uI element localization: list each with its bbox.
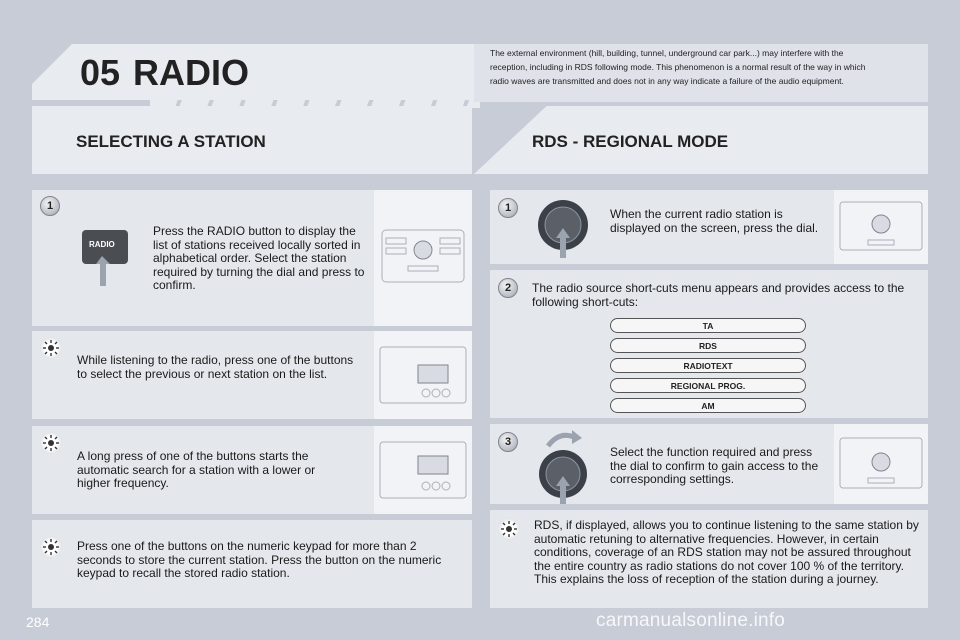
radio-unit-drawing bbox=[834, 190, 928, 264]
shortcut-regional-prog: REGIONAL PROG. bbox=[610, 378, 806, 393]
left-tip3-text: Press one of the buttons on the numeric keypad for more than 2 seconds to store the current station. Press the button on the numeric keypad to recall the stored radio station. bbox=[77, 539, 442, 580]
radio-unit-drawing bbox=[374, 190, 472, 326]
chapter-number: 05 bbox=[80, 52, 121, 93]
notice-text: The external environment (hill, building, tunnel, underground car park...) may interfere with the reception, including in RDS following mode. This phenomenon is a normal result of the way in which radio waves are transmitted and does not in any way indicate a failure of the audio equipment. bbox=[490, 48, 866, 86]
dashboard-image-4 bbox=[834, 190, 928, 264]
radio-unit-drawing bbox=[374, 331, 472, 419]
radio-button-icon bbox=[80, 226, 130, 293]
radio-unit-drawing bbox=[374, 426, 472, 514]
radio-unit-drawing bbox=[834, 424, 928, 504]
left-tip1-text: While listening to the radio, press one of the buttons to select the previous or next station on the list. bbox=[77, 353, 354, 381]
radio-button-label: RADIO bbox=[89, 240, 115, 249]
shortcut-radiotext: RADIOTEXT bbox=[610, 358, 806, 373]
lightbulb-icon bbox=[40, 337, 62, 359]
lightbulb-icon bbox=[498, 518, 520, 540]
dial-rotate-press-icon bbox=[536, 424, 596, 509]
dashboard-image-3 bbox=[374, 426, 472, 514]
right-step3-text: Select the function required and press the dial to confirm to gain access to the corresponding settings. bbox=[610, 445, 819, 486]
chapter-title: RADIO bbox=[133, 52, 249, 93]
step-badge: 1 bbox=[498, 198, 518, 218]
step-badge: 2 bbox=[498, 278, 518, 298]
dashboard-image-2 bbox=[374, 331, 472, 419]
dashboard-image-5 bbox=[834, 424, 928, 504]
left-step1-text: Press the RADIO button to display the list of stations received locally sorted in alphabetical order. Select the station required by turning the dial and press to confirm. bbox=[153, 224, 365, 292]
watermark: carmanualsonline.info bbox=[596, 610, 786, 631]
shortcut-rds: RDS bbox=[610, 338, 806, 353]
right-section-title: RDS - REGIONAL MODE bbox=[532, 132, 729, 151]
lightbulb-icon bbox=[40, 536, 62, 558]
shortcut-ta: TA bbox=[610, 318, 806, 333]
left-section-title: SELECTING A STATION bbox=[76, 132, 266, 151]
shortcut-am: AM bbox=[610, 398, 806, 413]
lightbulb-icon bbox=[40, 432, 62, 454]
left-tip2-text: A long press of one of the buttons starts the automatic search for a station with a lower or higher frequency. bbox=[77, 449, 316, 490]
dial-press-icon bbox=[536, 198, 590, 265]
step-badge: 1 bbox=[40, 196, 60, 216]
right-step2-text: The radio source short-cuts menu appears and provides access to the following short-cuts: bbox=[532, 281, 905, 309]
step-badge: 3 bbox=[498, 432, 518, 452]
dashboard-image-1 bbox=[374, 190, 472, 326]
right-step1-text: When the current radio station is displayed on the screen, press the dial. bbox=[610, 207, 819, 235]
right-tip-text: RDS, if displayed, allows you to continue listening to the same station by automatic retuning to alternative frequencies. However, in certain conditions, coverage of an RDS station may not be assured throughout the entire country as radio stations do not cover 100 % of the territory. This explains the loss of reception of the station during a journey. bbox=[534, 518, 919, 586]
page-number: 284 bbox=[26, 614, 50, 630]
